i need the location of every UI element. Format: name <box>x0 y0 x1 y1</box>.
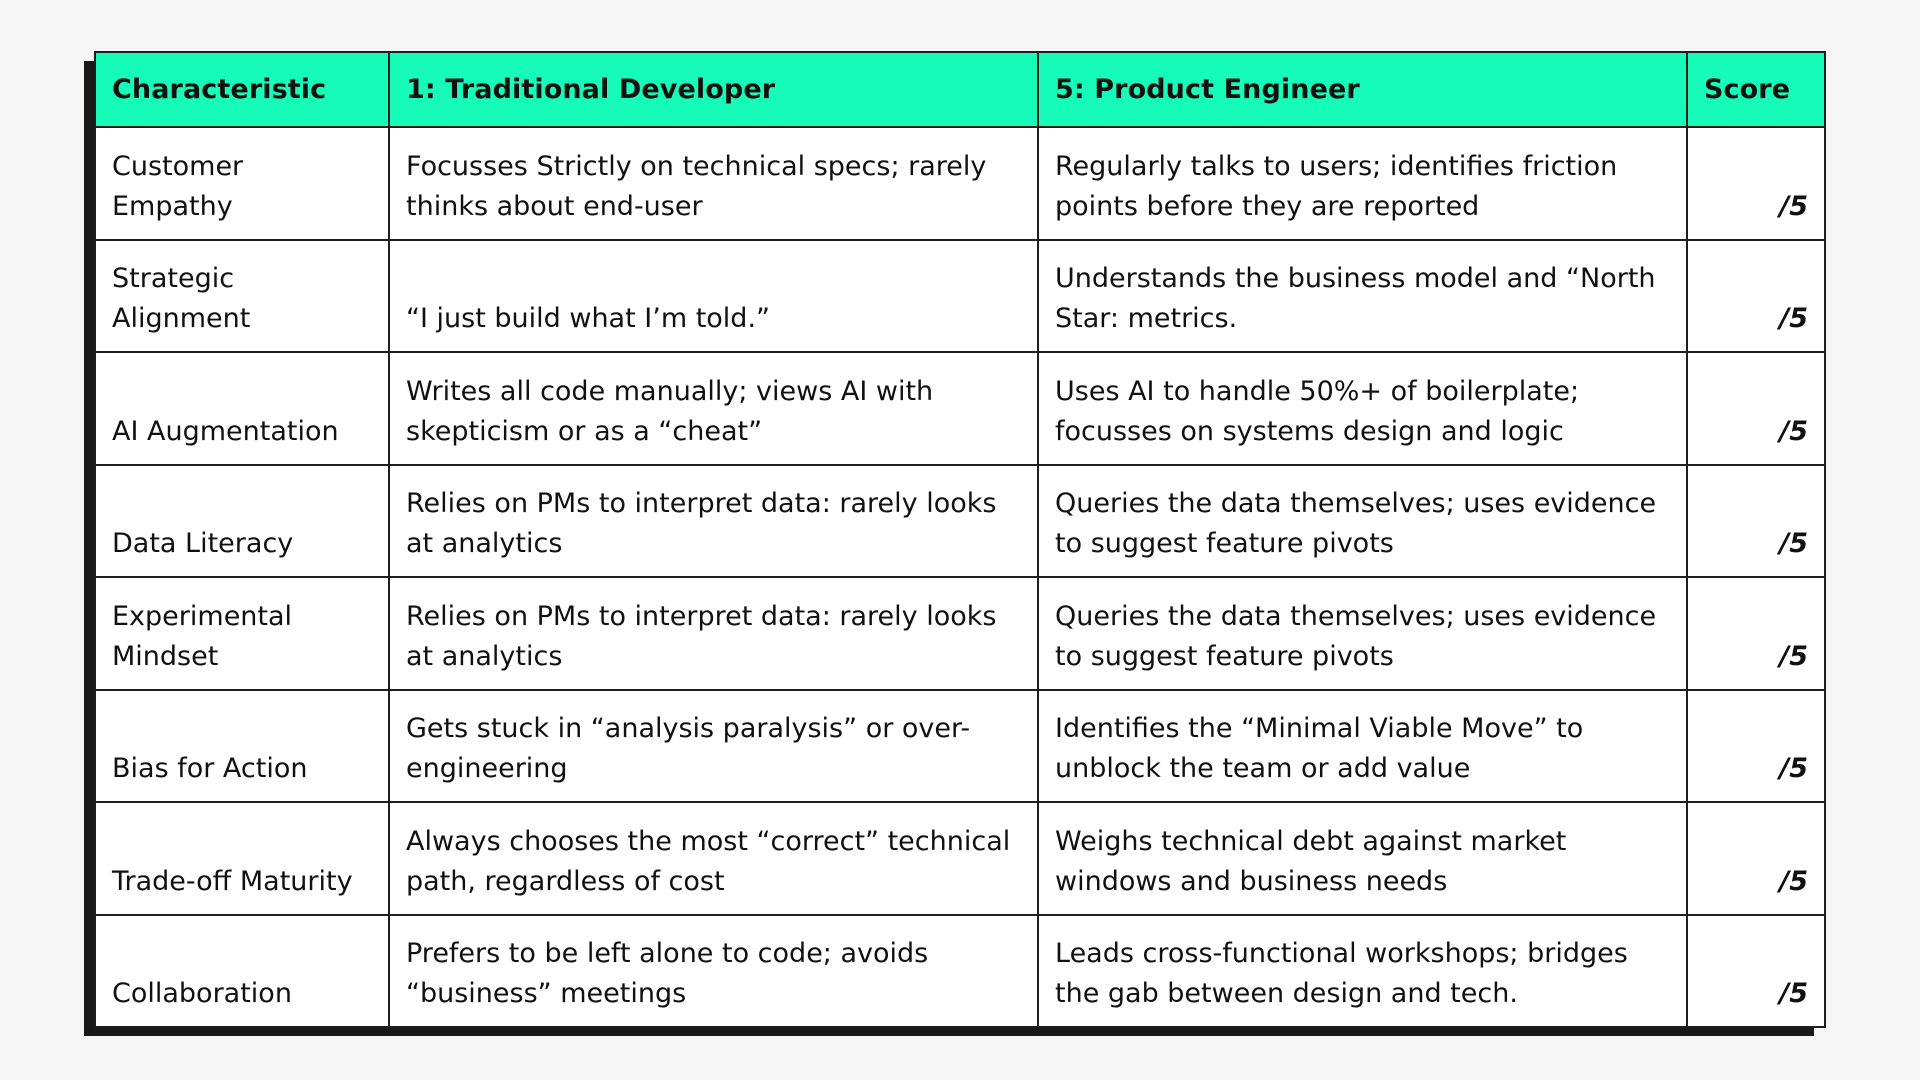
table-row <box>95 465 1825 578</box>
cell-score[interactable]: /5 <box>1687 577 1825 690</box>
cell-characteristic: AI Augmentation <box>95 352 389 465</box>
table-row <box>95 802 1825 915</box>
header-score: Score <box>1687 52 1825 127</box>
cell-product: Understands the business model and “North Star: metrics. <box>1038 240 1687 353</box>
cell-traditional: Gets stuck in “analysis paralysis” or over-engineering <box>389 690 1038 803</box>
cell-score[interactable]: /5 <box>1687 915 1825 1028</box>
cell-product: Identifies the “Minimal Viable Move” to unblock the team or add value <box>1038 690 1687 803</box>
cell-product: Queries the data themselves; uses evidence to suggest feature pivots <box>1038 577 1687 690</box>
cell-score[interactable]: /5 <box>1687 465 1825 578</box>
cell-traditional: Writes all code manually; views AI with skepticism or as a “cheat” <box>389 352 1038 465</box>
cell-product: Leads cross-functional workshops; bridges the gab between design and tech. <box>1038 915 1687 1028</box>
cell-characteristic: Customer Empathy <box>95 127 389 240</box>
table-row <box>95 240 1825 353</box>
table-row <box>95 690 1825 803</box>
scorecard-table-container <box>94 51 1824 1026</box>
cell-score[interactable]: /5 <box>1687 690 1825 803</box>
scorecard-table <box>94 51 1826 1028</box>
cell-traditional: Relies on PMs to interpret data: rarely looks at analytics <box>389 465 1038 578</box>
cell-characteristic: Bias for Action <box>95 690 389 803</box>
cell-traditional: Relies on PMs to interpret data: rarely looks at analytics <box>389 577 1038 690</box>
cell-score[interactable]: /5 <box>1687 352 1825 465</box>
cell-traditional: Prefers to be left alone to code; avoids “business” meetings <box>389 915 1038 1028</box>
cell-characteristic: Collaboration <box>95 915 389 1028</box>
cell-characteristic: Experimental Mindset <box>95 577 389 690</box>
cell-traditional: Always chooses the most “correct” technical path, regardless of cost <box>389 802 1038 915</box>
table-row <box>95 127 1825 240</box>
cell-score[interactable]: /5 <box>1687 240 1825 353</box>
cell-characteristic: Trade-off Maturity <box>95 802 389 915</box>
cell-score[interactable]: /5 <box>1687 802 1825 915</box>
cell-characteristic: Strategic Alignment <box>95 240 389 353</box>
cell-product: Regularly talks to users; identifies friction points before they are reported <box>1038 127 1687 240</box>
header-traditional-developer: 1: Traditional Developer <box>389 52 1038 127</box>
cell-product: Uses AI to handle 50%+ of boilerplate; focusses on systems design and logic <box>1038 352 1687 465</box>
table-row <box>95 577 1825 690</box>
header-product-engineer: 5: Product Engineer <box>1038 52 1687 127</box>
cell-score[interactable]: /5 <box>1687 127 1825 240</box>
cell-characteristic: Data Literacy <box>95 465 389 578</box>
header-row <box>95 52 1825 127</box>
header-characteristic: Characteristic <box>95 52 389 127</box>
cell-traditional: “I just build what I’m told.” <box>389 240 1038 353</box>
table-row <box>95 352 1825 465</box>
cell-product: Weighs technical debt against market windows and business needs <box>1038 802 1687 915</box>
table-row <box>95 915 1825 1028</box>
cell-product: Queries the data themselves; uses evidence to suggest feature pivots <box>1038 465 1687 578</box>
cell-traditional: Focusses Strictly on technical specs; rarely thinks about end-user <box>389 127 1038 240</box>
